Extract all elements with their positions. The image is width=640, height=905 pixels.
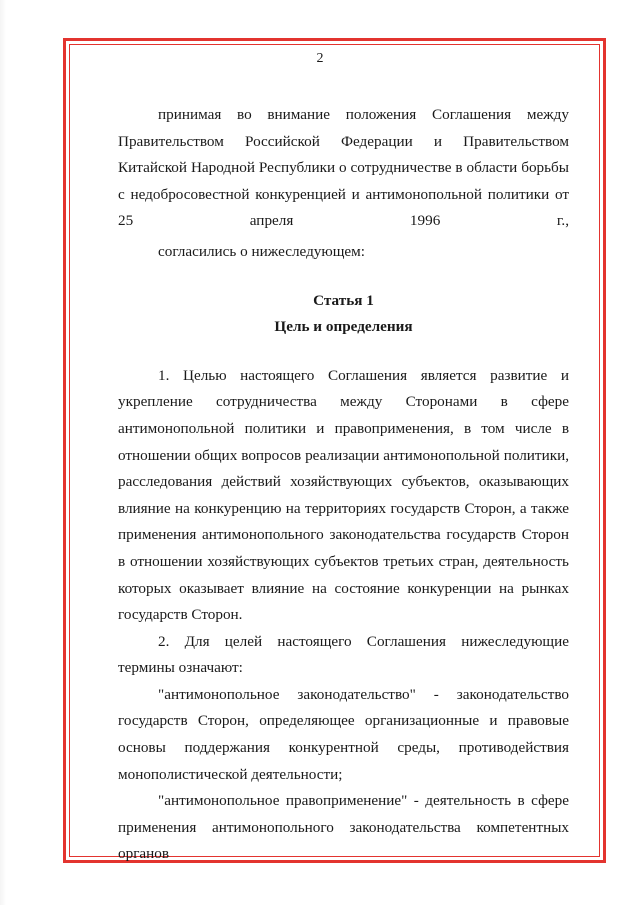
- article-subtitle: Цель и определения: [274, 318, 413, 336]
- preamble-paragraph: принимая во внимание положения Соглашения между Правительством Российской Федерации и Правительством Китайской Народной Республики о сотрудничестве в области борьбы с недобросовестной конкуренцией и антимонопольной политики от 25 апреля 1996 г.,: [118, 106, 569, 230]
- article-title: Статья 1: [313, 291, 374, 309]
- page-number: 2: [316, 51, 324, 66]
- definition-paragraph: "антимонопольное правоприменение" - деятельность в сфере применения антимонопольного законодательства компетентных органов: [118, 792, 569, 863]
- spacer: [118, 266, 569, 288]
- scan-edge-shadow: [0, 0, 6, 905]
- preamble-paragraph: согласились о нижеследующем:: [158, 242, 366, 260]
- document-body: [118, 102, 569, 868]
- body-paragraph: 2. Для целей настоящего Соглашения нижеследующие термины означают:: [118, 632, 569, 677]
- definition-paragraph: "антимонопольное законодательство" - законодательство государств Сторон, определяющее организационные и правовые основы поддержания конкурентной среды, противодействия монополистической деятельности;: [118, 685, 569, 783]
- spacer: [118, 341, 569, 363]
- body-paragraph: 1. Целью настоящего Соглашения является развитие и укрепление сотрудничества между Сторонами в сфере антимонопольной политики и правоприменения, в том числе в отношении общих вопросов реализации антимонопольной политики, расследования действий хозяйствующих субъектов, оказывающих влияние на конкуренцию на территориях государств Сторон, а также применения антимонопольного законодательства государств Сторон в отношении хозяйствующих субъектов третьих стран, деятельность которых оказывает влияние на состояние конкуренции на рынках государств Сторон.: [118, 366, 569, 624]
